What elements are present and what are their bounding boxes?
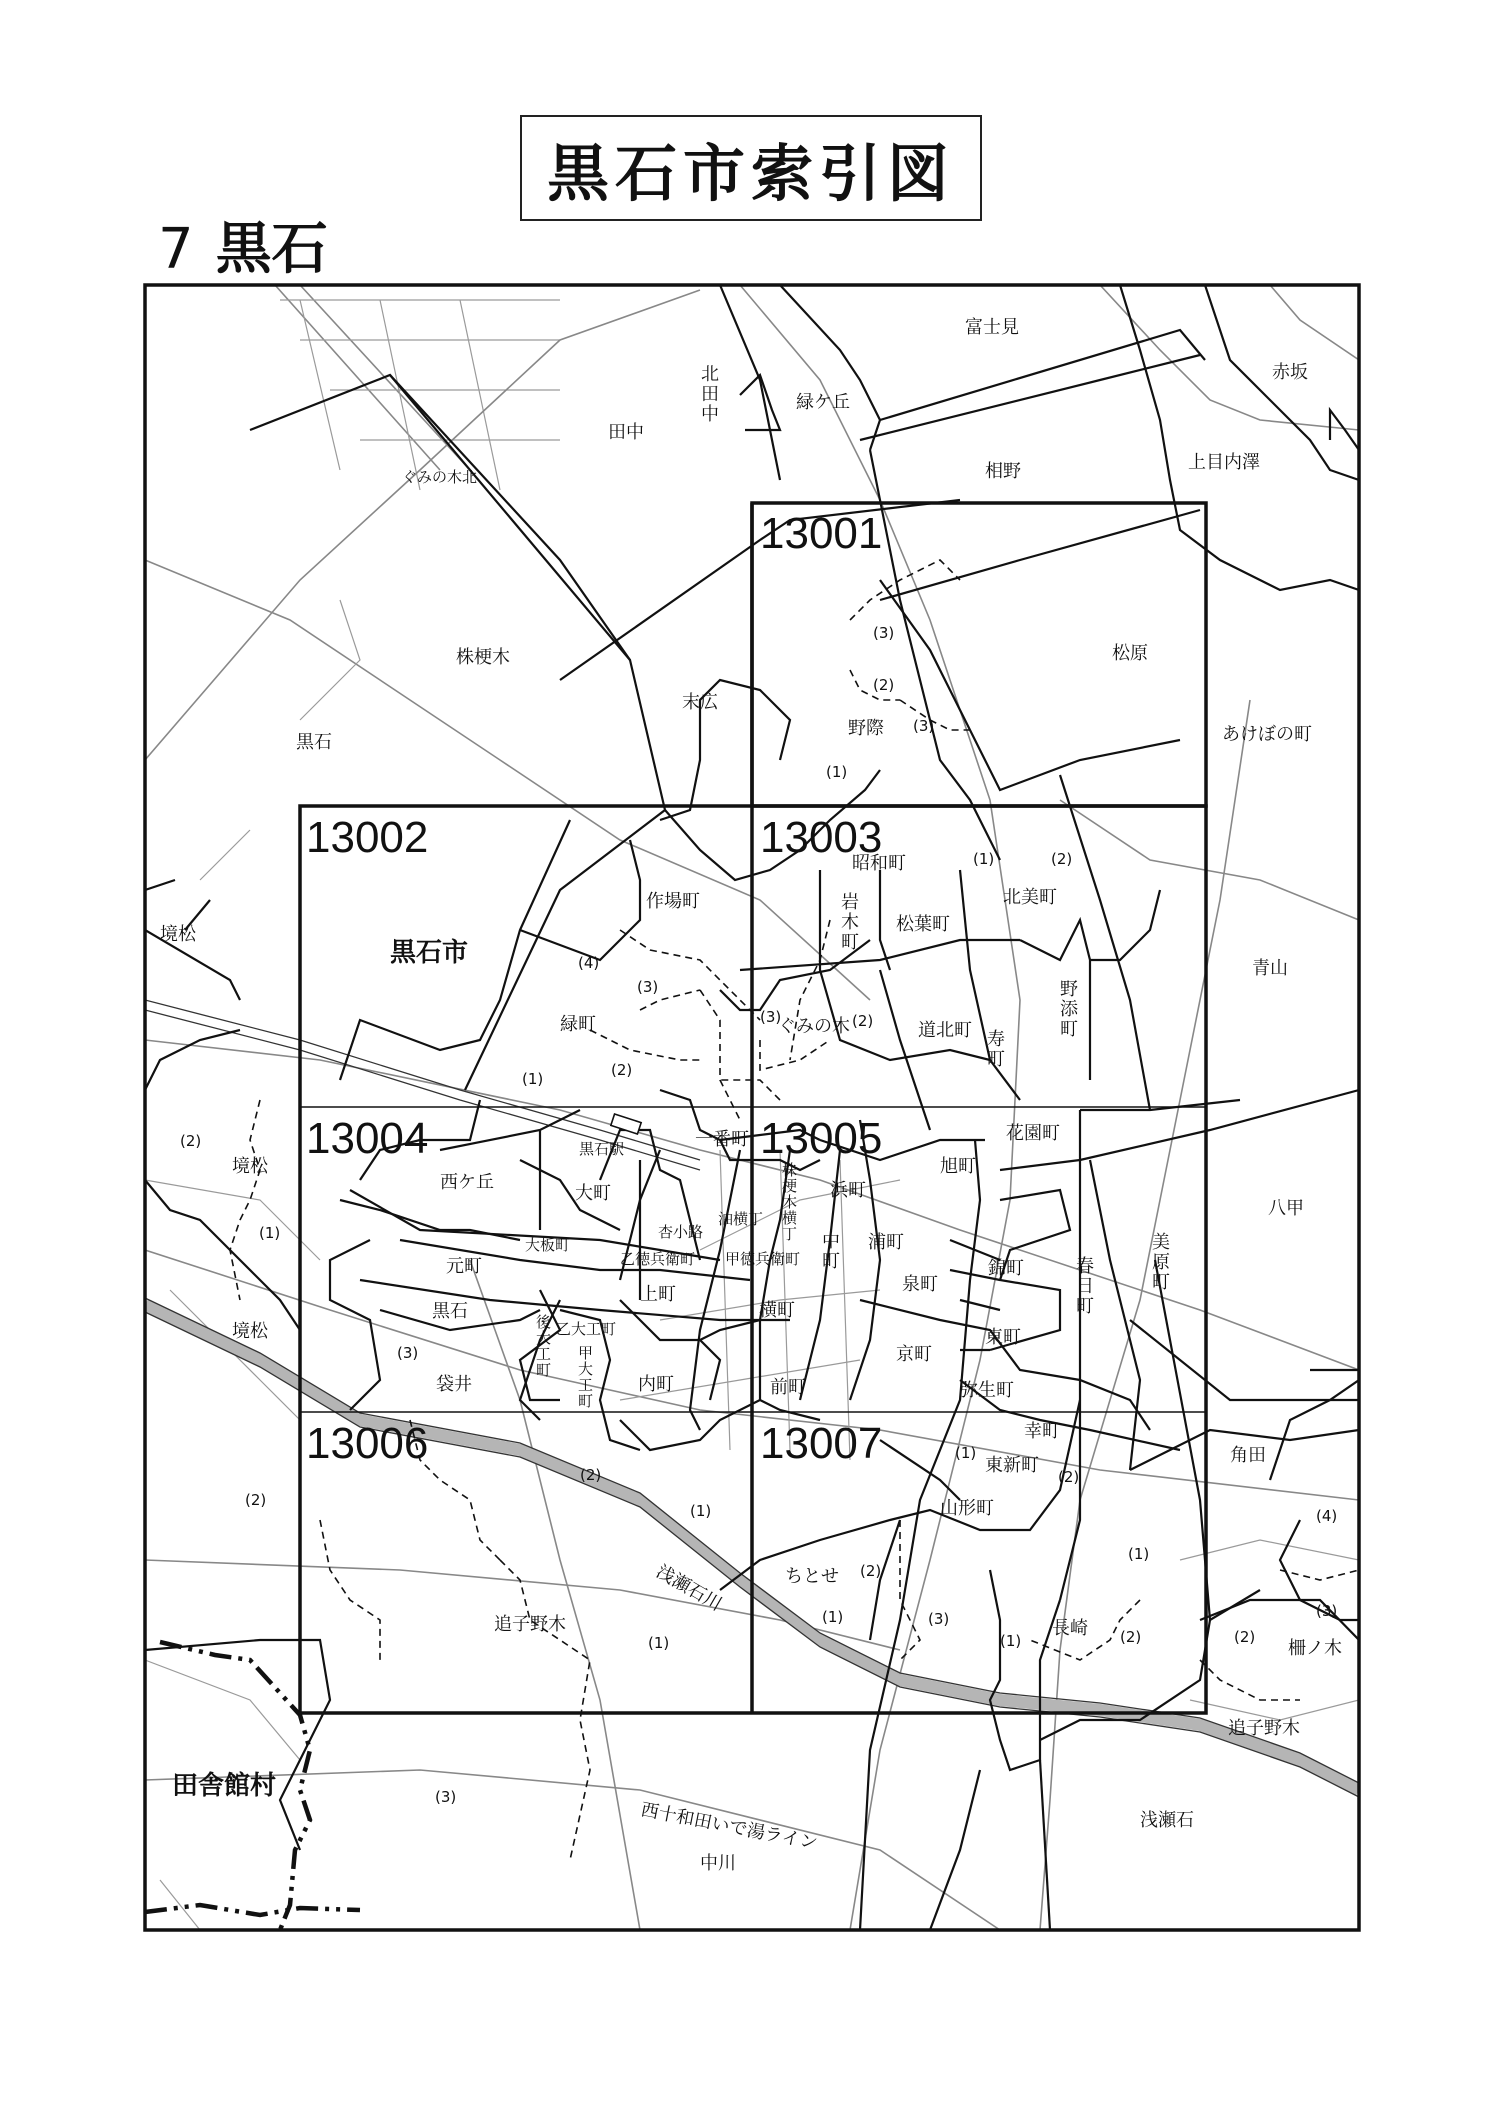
subarea-marker: (2) bbox=[1234, 1628, 1256, 1646]
area-label: 昭和町 bbox=[852, 853, 906, 874]
subarea-marker: (1) bbox=[826, 763, 848, 781]
area-label: 横町 bbox=[759, 1300, 795, 1321]
subarea-marker: (1) bbox=[973, 850, 995, 868]
area-label: 八甲 bbox=[1268, 1198, 1304, 1219]
area-label: 黒石 bbox=[432, 1301, 468, 1322]
area-label: 相野 bbox=[985, 461, 1021, 482]
subarea-marker: (2) bbox=[873, 676, 895, 694]
area-label: 北田中 bbox=[701, 364, 719, 425]
subarea-marker: (2) bbox=[245, 1491, 267, 1509]
area-label: 中町 bbox=[822, 1231, 840, 1272]
area-label: 西ケ丘 bbox=[440, 1172, 494, 1193]
area-label: 甲徳兵衛町 bbox=[725, 1250, 801, 1268]
subarea-marker: (3) bbox=[397, 1344, 419, 1362]
area-label: ちとせ bbox=[785, 1566, 839, 1587]
area-label: ぐみの木北 bbox=[402, 468, 478, 486]
subarea-marker: (2) bbox=[860, 1562, 882, 1580]
subarea-marker: (2) bbox=[1058, 1468, 1080, 1486]
sheet-13001[interactable]: 13001 bbox=[760, 509, 883, 558]
area-label: 上目内澤 bbox=[1188, 452, 1260, 473]
subarea-marker: (3) bbox=[637, 978, 659, 996]
area-label: 一番町 bbox=[695, 1129, 749, 1150]
sheet-13002[interactable]: 13002 bbox=[306, 813, 429, 862]
sheet-13005[interactable]: 13005 bbox=[760, 1114, 883, 1163]
subarea-marker: (4) bbox=[578, 954, 600, 972]
section-number: 7 bbox=[158, 217, 194, 282]
subarea-marker: (2) bbox=[580, 1466, 602, 1484]
area-label: 田中 bbox=[608, 422, 644, 443]
area-label: 松原 bbox=[1112, 643, 1148, 664]
area-label: 寿町 bbox=[987, 1029, 1005, 1070]
subarea-marker: (2) bbox=[1120, 1628, 1142, 1646]
area-label: 緑ケ丘 bbox=[796, 392, 850, 413]
sheet-13003[interactable]: 13003 bbox=[760, 813, 883, 862]
subarea-marker: (1) bbox=[1128, 1545, 1150, 1563]
area-label: 赤坂 bbox=[1272, 362, 1308, 383]
station-icon bbox=[611, 1114, 641, 1134]
subarea-marker: (1) bbox=[1000, 1632, 1022, 1650]
municipality-label-inakadate: 田舎館村 bbox=[172, 1771, 277, 1801]
area-label: 杏小路 bbox=[658, 1223, 704, 1241]
subarea-marker: (1) bbox=[259, 1224, 281, 1242]
area-label: 元町 bbox=[446, 1256, 482, 1277]
area-label: 作場町 bbox=[646, 891, 700, 912]
area-label: 青山 bbox=[1252, 958, 1288, 979]
area-label: 道北町 bbox=[918, 1020, 972, 1041]
area-label: 境松 bbox=[232, 1156, 268, 1177]
sheet-13007[interactable]: 13007 bbox=[760, 1419, 883, 1468]
area-label: 境松 bbox=[160, 924, 196, 945]
subarea-marker: (2) bbox=[611, 1061, 633, 1079]
subarea-marker: (1) bbox=[955, 1444, 977, 1462]
road-label: 西十和田いで湯ライン bbox=[639, 1799, 820, 1855]
subarea-marker: (4) bbox=[1316, 1507, 1338, 1525]
area-label: 末広 bbox=[682, 692, 718, 713]
area-label: 柵ノ木 bbox=[1288, 1638, 1342, 1659]
area-label: 北美町 bbox=[1003, 887, 1057, 908]
area-label: 山形町 bbox=[940, 1498, 994, 1519]
area-label: 株梗木横丁 bbox=[782, 1161, 798, 1243]
area-label: 長崎 bbox=[1052, 1618, 1088, 1639]
area-label: 油横丁 bbox=[718, 1210, 764, 1228]
area-label: 東町 bbox=[985, 1327, 1021, 1348]
area-label: 泉町 bbox=[902, 1274, 938, 1295]
area-label: 幸町 bbox=[1024, 1421, 1060, 1442]
area-label: 中川 bbox=[700, 1853, 736, 1874]
subarea-marker: (2) bbox=[852, 1012, 874, 1030]
area-label: 野添町 bbox=[1060, 979, 1078, 1040]
area-label: 浦町 bbox=[868, 1232, 904, 1253]
area-label: 旭町 bbox=[940, 1156, 976, 1177]
area-label: 追子野木 bbox=[1228, 1718, 1300, 1739]
subarea-marker: (3) bbox=[913, 717, 935, 735]
area-label: 緑町 bbox=[560, 1014, 596, 1035]
area-label: 黒石 bbox=[296, 732, 332, 753]
page-title: 黒石市索引図 bbox=[546, 136, 955, 210]
subarea-marker: (3) bbox=[873, 624, 895, 642]
area-label: 花園町 bbox=[1006, 1123, 1060, 1144]
area-label: 浜町 bbox=[830, 1180, 866, 1201]
area-label: 野際 bbox=[848, 718, 884, 739]
area-label: あけぼの町 bbox=[1222, 724, 1312, 745]
area-label: 大板町 bbox=[525, 1236, 571, 1254]
area-label: 乙大工町 bbox=[556, 1320, 617, 1338]
area-label: 浅瀬石 bbox=[1140, 1810, 1194, 1831]
subarea-marker: (1) bbox=[648, 1634, 670, 1652]
section-name: 黒石 bbox=[215, 217, 328, 282]
subarea-marker: (1) bbox=[522, 1070, 544, 1088]
area-label: 大町 bbox=[575, 1183, 611, 1204]
area-label: 弥生町 bbox=[960, 1380, 1014, 1401]
subarea-marker: (1) bbox=[690, 1502, 712, 1520]
area-label: 京町 bbox=[896, 1344, 932, 1365]
municipal-boundary-south bbox=[145, 1905, 360, 1915]
area-label: 岩木町 bbox=[841, 892, 859, 953]
area-label: 東新町 bbox=[985, 1455, 1039, 1476]
area-label: 甲大工町 bbox=[578, 1344, 594, 1410]
subarea-marker: (1) bbox=[822, 1608, 844, 1626]
area-label: ぐみの木 bbox=[778, 1016, 850, 1037]
area-label: 富士見 bbox=[965, 317, 1019, 338]
area-label: 乙徳兵衛町 bbox=[620, 1250, 696, 1268]
subarea-marker: (3) bbox=[435, 1788, 457, 1806]
subarea-marker: (3) bbox=[928, 1610, 950, 1628]
area-label: 錦町 bbox=[988, 1258, 1024, 1279]
municipality-label-kuroishi: 黒石市 bbox=[390, 938, 469, 968]
area-label: 角田 bbox=[1230, 1445, 1266, 1466]
area-label: 黒石駅 bbox=[579, 1140, 625, 1158]
subarea-marker: (3) bbox=[760, 1008, 782, 1026]
area-label: 上町 bbox=[640, 1284, 676, 1305]
area-label: 春日町 bbox=[1076, 1256, 1094, 1317]
sheet-13004[interactable]: 13004 bbox=[306, 1114, 429, 1163]
area-label: 袋井 bbox=[436, 1374, 472, 1395]
river-label: 浅瀬石川 bbox=[652, 1561, 726, 1616]
area-label: 株梗木 bbox=[456, 647, 510, 668]
area-label: 後大工町 bbox=[536, 1313, 552, 1379]
area-label: 美原町 bbox=[1152, 1232, 1170, 1293]
area-label: 松葉町 bbox=[896, 914, 950, 935]
sheet-13006[interactable]: 13006 bbox=[306, 1419, 429, 1468]
subarea-marker: (3) bbox=[1316, 1602, 1338, 1620]
area-label: 内町 bbox=[638, 1374, 674, 1395]
area-label: 追子野木 bbox=[494, 1614, 566, 1635]
subarea-marker: (2) bbox=[1051, 850, 1073, 868]
subarea-marker: (2) bbox=[180, 1132, 202, 1150]
area-label: 前町 bbox=[770, 1377, 806, 1398]
area-label: 境松 bbox=[232, 1321, 268, 1342]
